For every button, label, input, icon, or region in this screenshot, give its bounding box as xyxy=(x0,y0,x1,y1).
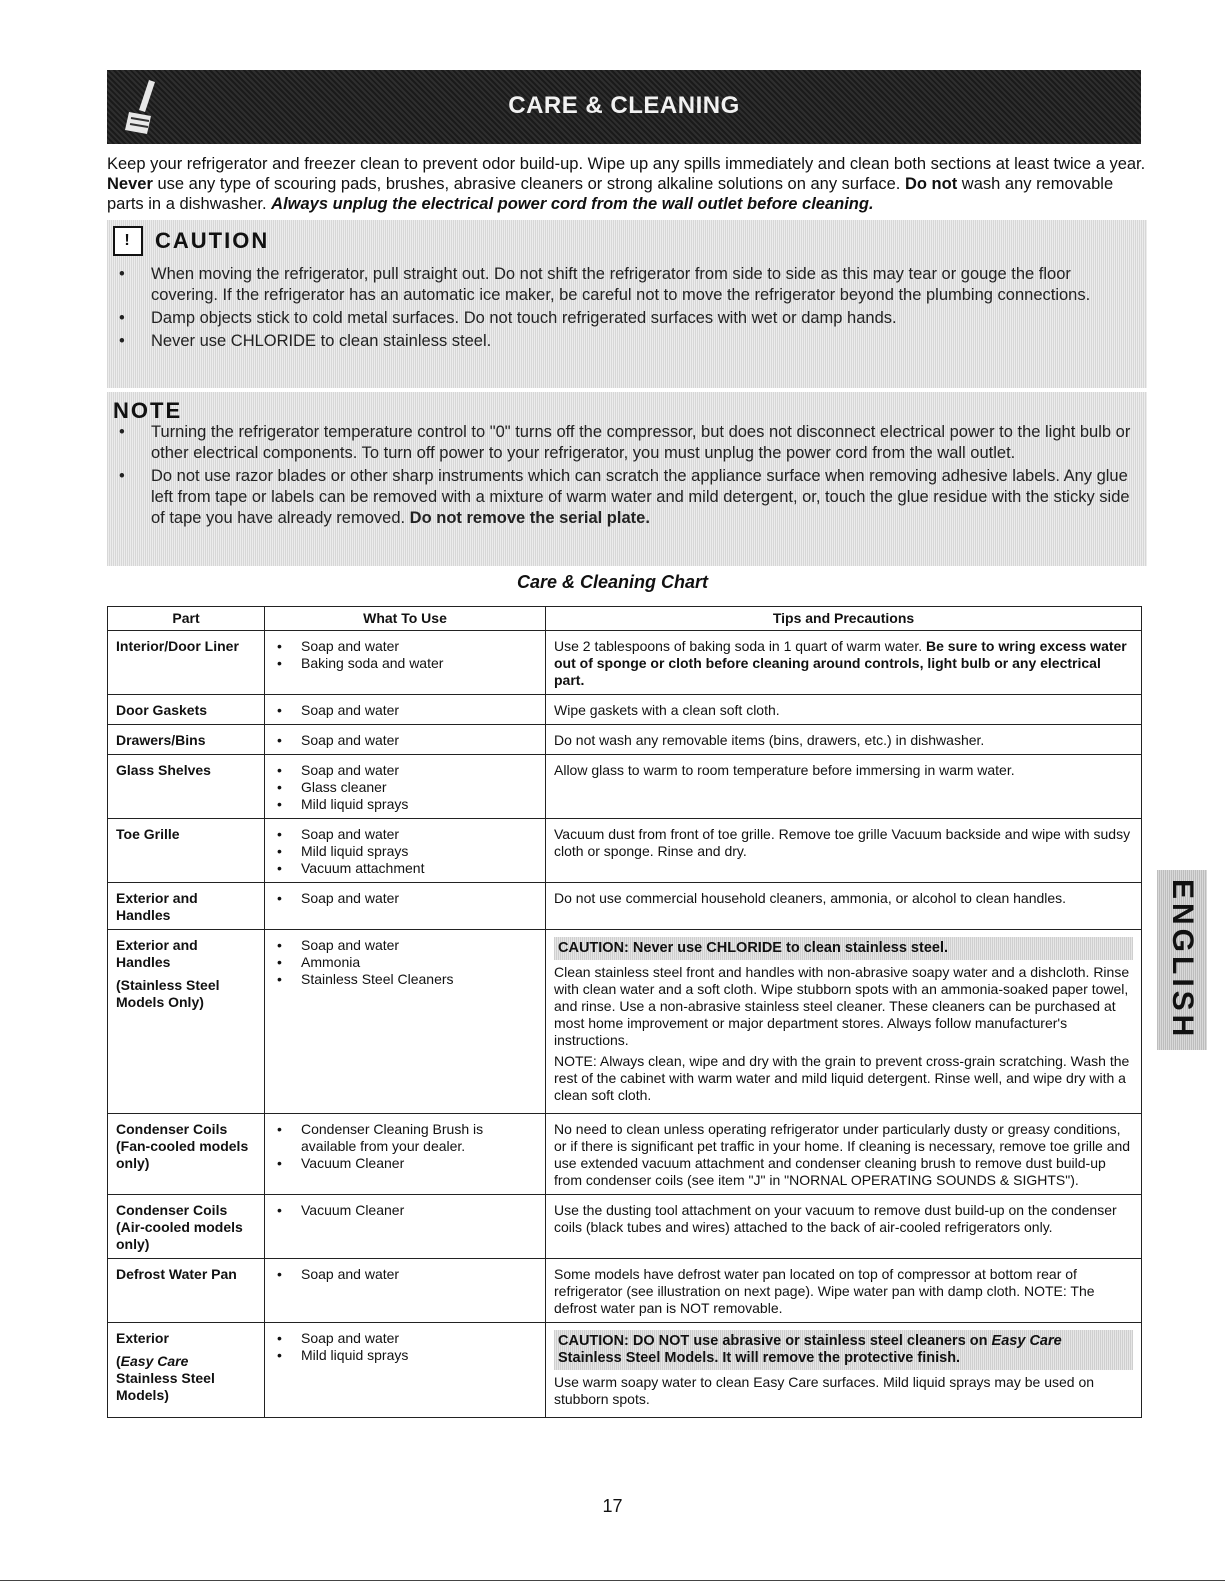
table-row xyxy=(108,1259,1142,1323)
care-cleaning-table xyxy=(107,606,1142,1418)
tip-cell: Wipe gaskets with a clean soft cloth. xyxy=(546,695,1142,725)
caution-box xyxy=(107,220,1147,388)
use-cell: • Condenser Cleaning Brush is available from your dealer. • Vacuum Cleaner xyxy=(265,1114,546,1195)
use-cell: • Soap and water xyxy=(265,1259,546,1323)
section-title: CARE & CLEANING xyxy=(508,92,740,119)
page-number: 17 xyxy=(602,1496,623,1516)
note-list xyxy=(117,422,1133,531)
tip-cell: No need to clean unless operating refrigerator under particularly dusty or greasy conditions, or if there is significant pet traffic in your home. If cleaning is necessary, remove toe grille and use extended vacuum attachment and condenser cleaning brush to remove dust build-up from condenser coils (see item "J" in "NORNAL OPERATING SOUNDS & SIGHTS"). xyxy=(546,1114,1142,1195)
note-item: • Turning the refrigerator temperature control to "0" turns off the compressor, but does not disconnect electrical power to the light bulb or other electrical components. To turn off power to your refrigerator, you must unplug the power cord from the wall outlet. xyxy=(117,422,1133,464)
intro-paragraph: Keep your refrigerator and freezer clean to prevent odor build-up. Wipe up any spills immediately and clean both sections at least twice a year. Never use any type of scouring pads, brushes, abrasive cleaners or strong alkaline solutions on any surface. Do not wash any removable parts in a dishwasher. Always unplug the electrical power cord from the wall outlet before cleaning. xyxy=(107,155,1146,213)
note-box xyxy=(107,392,1147,566)
part-cell: Toe Grille xyxy=(108,819,265,883)
use-cell: • Vacuum Cleaner xyxy=(265,1195,546,1259)
table-row xyxy=(108,631,1142,695)
column-header: Part xyxy=(108,607,265,631)
note-heading: NOTE xyxy=(113,398,183,423)
column-header: Tips and Precautions xyxy=(546,607,1142,631)
tip-cell: Do not wash any removable items (bins, drawers, etc.) in dishwasher. xyxy=(546,725,1142,755)
part-cell: Exterior (Easy Care Stainless Steel Models) xyxy=(108,1323,265,1418)
caution-item: • When moving the refrigerator, pull straight out. Do not shift the refrigerator from side to side as this may tear or gouge the floor covering. If the refrigerator has an automatic ice maker, be careful not to move the refrigerator beyond the plumbing connections. xyxy=(117,264,1133,306)
part-cell: Drawers/Bins xyxy=(108,725,265,755)
table-row xyxy=(108,1195,1142,1259)
table-row xyxy=(108,930,1142,1114)
table-row xyxy=(108,755,1142,819)
section-header xyxy=(107,70,1141,144)
part-cell: Exterior and Handles xyxy=(108,883,265,930)
table-row xyxy=(108,819,1142,883)
table-row xyxy=(108,1114,1142,1195)
warning-icon: ! xyxy=(113,226,143,256)
tip-cell: Vacuum dust from front of toe grille. Remove toe grille Vacuum backside and wipe with sudsy cloth or sponge. Rinse and dry. xyxy=(546,819,1142,883)
caution-item: • Never use CHLORIDE to clean stainless steel. xyxy=(117,331,1133,352)
bottom-rule xyxy=(0,1580,1225,1581)
tip-cell: Some models have defrost water pan located on top of compressor at bottom rear of refrigerator (see illustration on next page). Wipe water pan with damp cloth. NOTE: The defrost water pan is NOT removable. xyxy=(546,1259,1142,1323)
tip-cell: CAUTION: DO NOT use abrasive or stainless steel cleaners on Easy Care Stainless Steel Models. It will remove the protective finish. Use warm soapy water to clean Easy Care surfaces. Mild liquid sprays may be used on stubborn spots. xyxy=(546,1323,1142,1418)
tip-cell: CAUTION: Never use CHLORIDE to clean stainless steel. Clean stainless steel front and handles with non-abrasive soapy water and a dishcloth. Rinse with clean water and a soft cloth. Wipe stubborn spots with an ammonia-soaked paper towel, and rinse. Use a non-abrasive stainless steel cleaner. These cleaners can be purchased at most home improvement or major department stores. Always follow manufacturer's instructions. NOTE: Always clean, wipe and dry with the grain to prevent cross-grain scratching. Wash the rest of the cabinet with warm water and mild liquid detergent. Rinse well, and wipe dry with a clean soft cloth. xyxy=(546,930,1142,1114)
tip-cell: Use the dusting tool attachment on your vacuum to remove dust build-up on the condenser coils (black tubes and wires) attached to the back of air-cooled refrigerators only. xyxy=(546,1195,1142,1259)
part-cell: Exterior and Handles (Stainless Steel Models Only) xyxy=(108,930,265,1114)
part-cell: Interior/Door Liner xyxy=(108,631,265,695)
part-cell: Defrost Water Pan xyxy=(108,1259,265,1323)
easy-care-caution: CAUTION: DO NOT use abrasive or stainless steel cleaners on Easy Care Stainless Steel Models. It will remove the protective finish. xyxy=(554,1330,1133,1370)
part-cell: Glass Shelves xyxy=(108,755,265,819)
caution-item: • Damp objects stick to cold metal surfaces. Do not touch refrigerated surfaces with wet or damp hands. xyxy=(117,308,1133,329)
table-header-row xyxy=(108,607,1142,631)
caution-heading: ! CAUTION xyxy=(113,226,269,256)
tip-cell: Allow glass to warm to room temperature before immersing in warm water. xyxy=(546,755,1142,819)
tip-cell: Use 2 tablespoons of baking soda in 1 quart of warm water. Be sure to wring excess water out of sponge or cloth before cleaning around controls, light bulb or any electrical part. xyxy=(546,631,1142,695)
use-cell: • Soap and water • Baking soda and water xyxy=(265,631,546,695)
column-header: What To Use xyxy=(265,607,546,631)
use-cell: • Soap and water xyxy=(265,695,546,725)
use-cell: • Soap and water • Ammonia • Stainless Steel Cleaners xyxy=(265,930,546,1114)
note-item: • Do not use razor blades or other sharp instruments which can scratch the appliance surface when removing adhesive labels. Any glue left from tape or labels can be removed with a mixture of warm water and mild detergent, or, touch the glue residue with the sticky side of tape you have already removed. Do not remove the serial plate. xyxy=(117,466,1133,529)
table-row xyxy=(108,1323,1142,1418)
part-cell: Door Gaskets xyxy=(108,695,265,725)
use-cell: • Soap and water • Mild liquid sprays • Vacuum attachment xyxy=(265,819,546,883)
table-row xyxy=(108,725,1142,755)
tip-cell: Do not use commercial household cleaners, ammonia, or alcohol to clean handles. xyxy=(546,883,1142,930)
part-cell: Condenser Coils (Fan-cooled models only) xyxy=(108,1114,265,1195)
use-cell: • Soap and water • Glass cleaner • Mild liquid sprays xyxy=(265,755,546,819)
language-tab: ENGLISH xyxy=(1157,870,1207,1050)
caution-list xyxy=(117,264,1133,354)
use-cell: • Soap and water xyxy=(265,725,546,755)
table-row xyxy=(108,883,1142,930)
use-cell: • Soap and water • Mild liquid sprays xyxy=(265,1323,546,1418)
part-cell: Condenser Coils (Air-cooled models only) xyxy=(108,1195,265,1259)
chart-title: Care & Cleaning Chart xyxy=(516,572,709,592)
use-cell: • Soap and water xyxy=(265,883,546,930)
stainless-caution: CAUTION: Never use CHLORIDE to clean stainless steel. xyxy=(554,937,1133,960)
table-row xyxy=(108,695,1142,725)
